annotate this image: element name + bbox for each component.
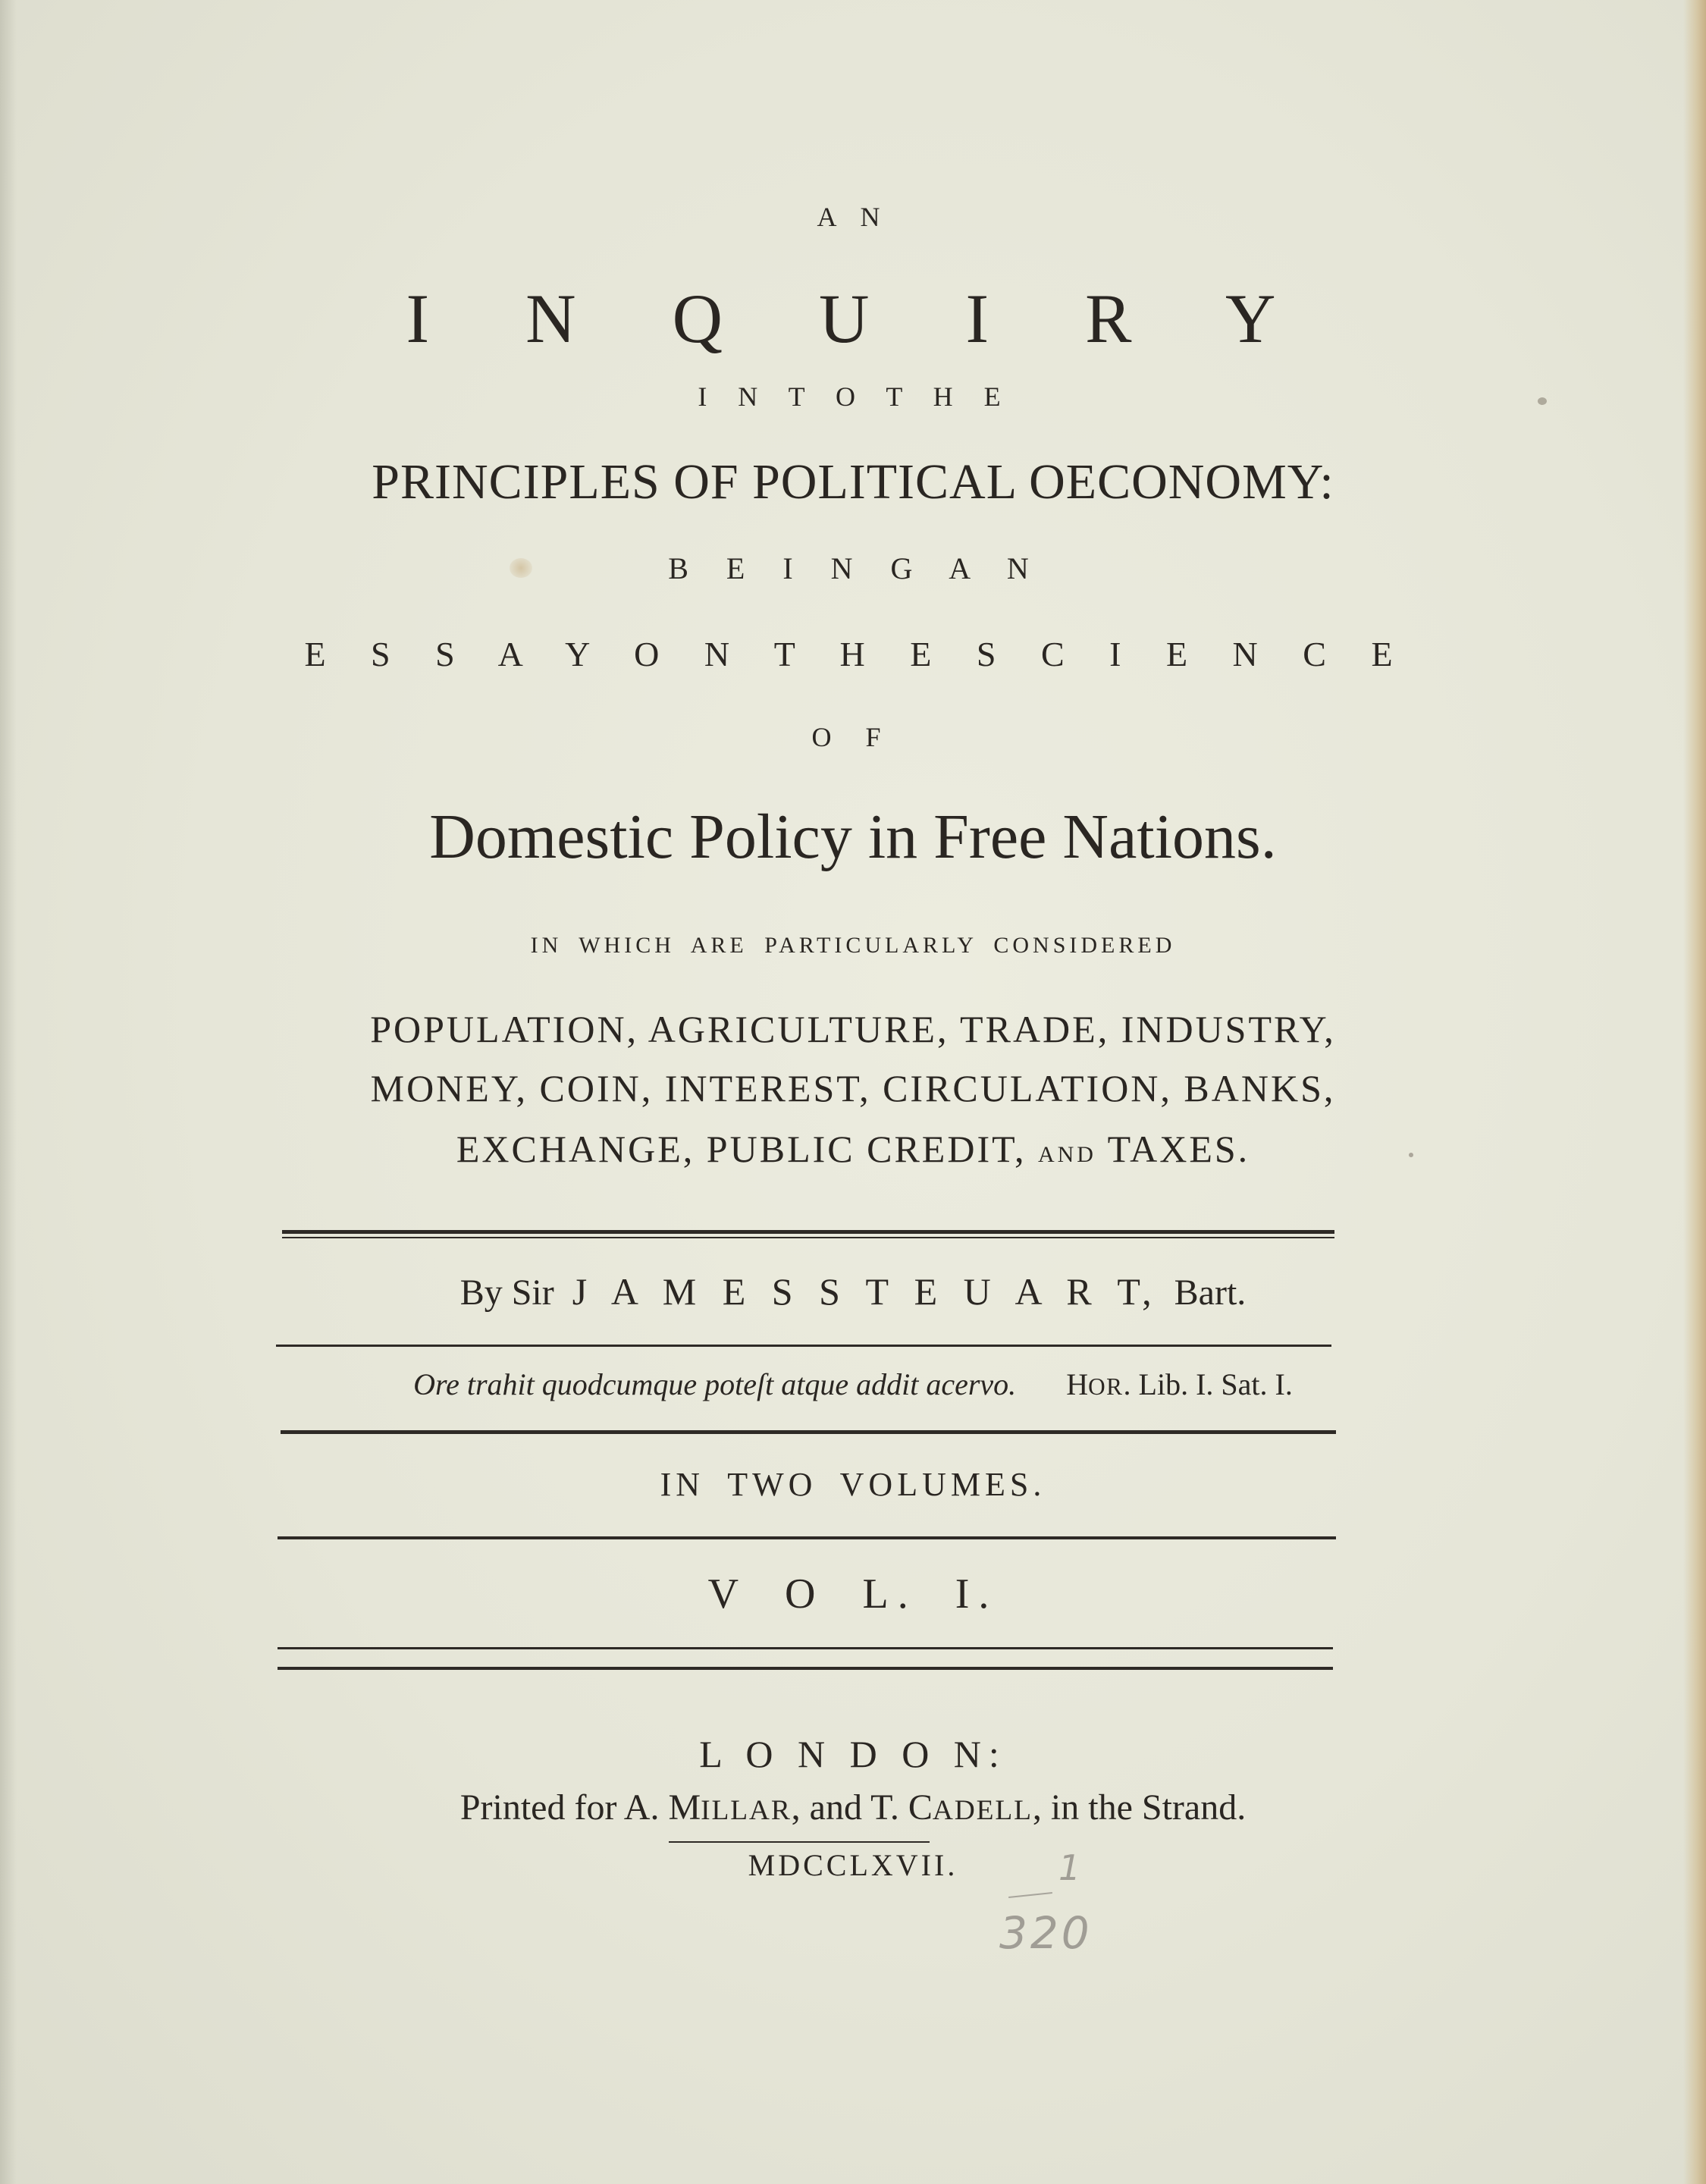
- imprint-in-strand: , in the Strand.: [1032, 1787, 1247, 1828]
- author-by: By Sir: [459, 1272, 554, 1313]
- author-bart: Bart.: [1174, 1272, 1247, 1313]
- title-topics-line-1: POPULATION, AGRICULTURE, TRADE, INDUSTRY,: [370, 1008, 1336, 1050]
- cadell-initial: C: [908, 1787, 933, 1828]
- title-into-the: I N T O T H E: [698, 381, 1008, 412]
- topics-line-3-a: EXCHANGE, PUBLIC CREDIT,: [456, 1128, 1027, 1170]
- motto-line: [0, 1367, 1706, 1401]
- topics-line-3-and: AND: [1037, 1142, 1096, 1167]
- imprint-printed: Printed for A.: [459, 1787, 660, 1828]
- rule-5b: [278, 1667, 1333, 1670]
- rule-3: [281, 1430, 1336, 1434]
- cadell-rest: ADELL: [932, 1795, 1033, 1826]
- motto-hor-initial: H: [1066, 1367, 1089, 1401]
- pencil-annotation-bottom: 320: [999, 1907, 1093, 1959]
- motto-source-rest: . Lib. I. Sat. I.: [1123, 1367, 1293, 1401]
- pencil-annotation-top: 1: [1058, 1847, 1081, 1888]
- title-domestic-policy: Domestic Policy in Free Nations.: [429, 802, 1277, 872]
- pencil-annotation-line: [1008, 1892, 1052, 1898]
- rule-2: [276, 1345, 1331, 1347]
- author-name: J A M E S S T E U A R T,: [572, 1270, 1156, 1313]
- title-topics-line-2: MONEY, COIN, INTEREST, CIRCULATION, BANKS,: [370, 1067, 1336, 1109]
- imprint-millar: [668, 1787, 791, 1828]
- motto-source: [1066, 1367, 1293, 1401]
- imprint-printed-for: [0, 1787, 1706, 1828]
- title-in-which: IN WHICH ARE PARTICULARLY CONSIDERED: [530, 933, 1176, 958]
- motto-hor-rest: OR: [1088, 1373, 1124, 1400]
- author-line: [0, 1272, 1706, 1311]
- topics-line-3-b: TAXES.: [1107, 1128, 1250, 1170]
- title-principles: PRINCIPLES OF POLITICAL OECONOMY:: [372, 454, 1334, 510]
- rule-year: [669, 1841, 930, 1843]
- millar-initial: M: [668, 1787, 701, 1828]
- motto-latin: Ore trahit quodcumque poteſt atque addit acervo.: [413, 1367, 1017, 1401]
- imprint-and-t: , and T.: [791, 1787, 899, 1828]
- volumes-line: IN TWO VOLUMES.: [660, 1466, 1046, 1503]
- title-essay: E S S A Y O N T H E S C I E N C E: [304, 635, 1402, 673]
- imprint-cadell: [908, 1787, 1033, 1828]
- rule-1a: [282, 1230, 1334, 1234]
- vol-line: V O L. I.: [707, 1571, 999, 1618]
- title-inquiry: I N Q U I R Y: [406, 280, 1300, 357]
- millar-rest: ILLAR: [701, 1795, 792, 1826]
- title-an: A N: [817, 202, 889, 232]
- rule-5a: [278, 1647, 1333, 1649]
- title-being-an: B E I N G A N: [668, 551, 1038, 585]
- imprint-london: L O N D O N:: [699, 1733, 1007, 1775]
- title-topics-line-3: [0, 1130, 1706, 1168]
- rule-4: [278, 1536, 1336, 1539]
- title-of: O F: [811, 722, 895, 752]
- rule-1b: [282, 1237, 1334, 1238]
- imprint-year: MDCCLXVII.: [748, 1848, 958, 1882]
